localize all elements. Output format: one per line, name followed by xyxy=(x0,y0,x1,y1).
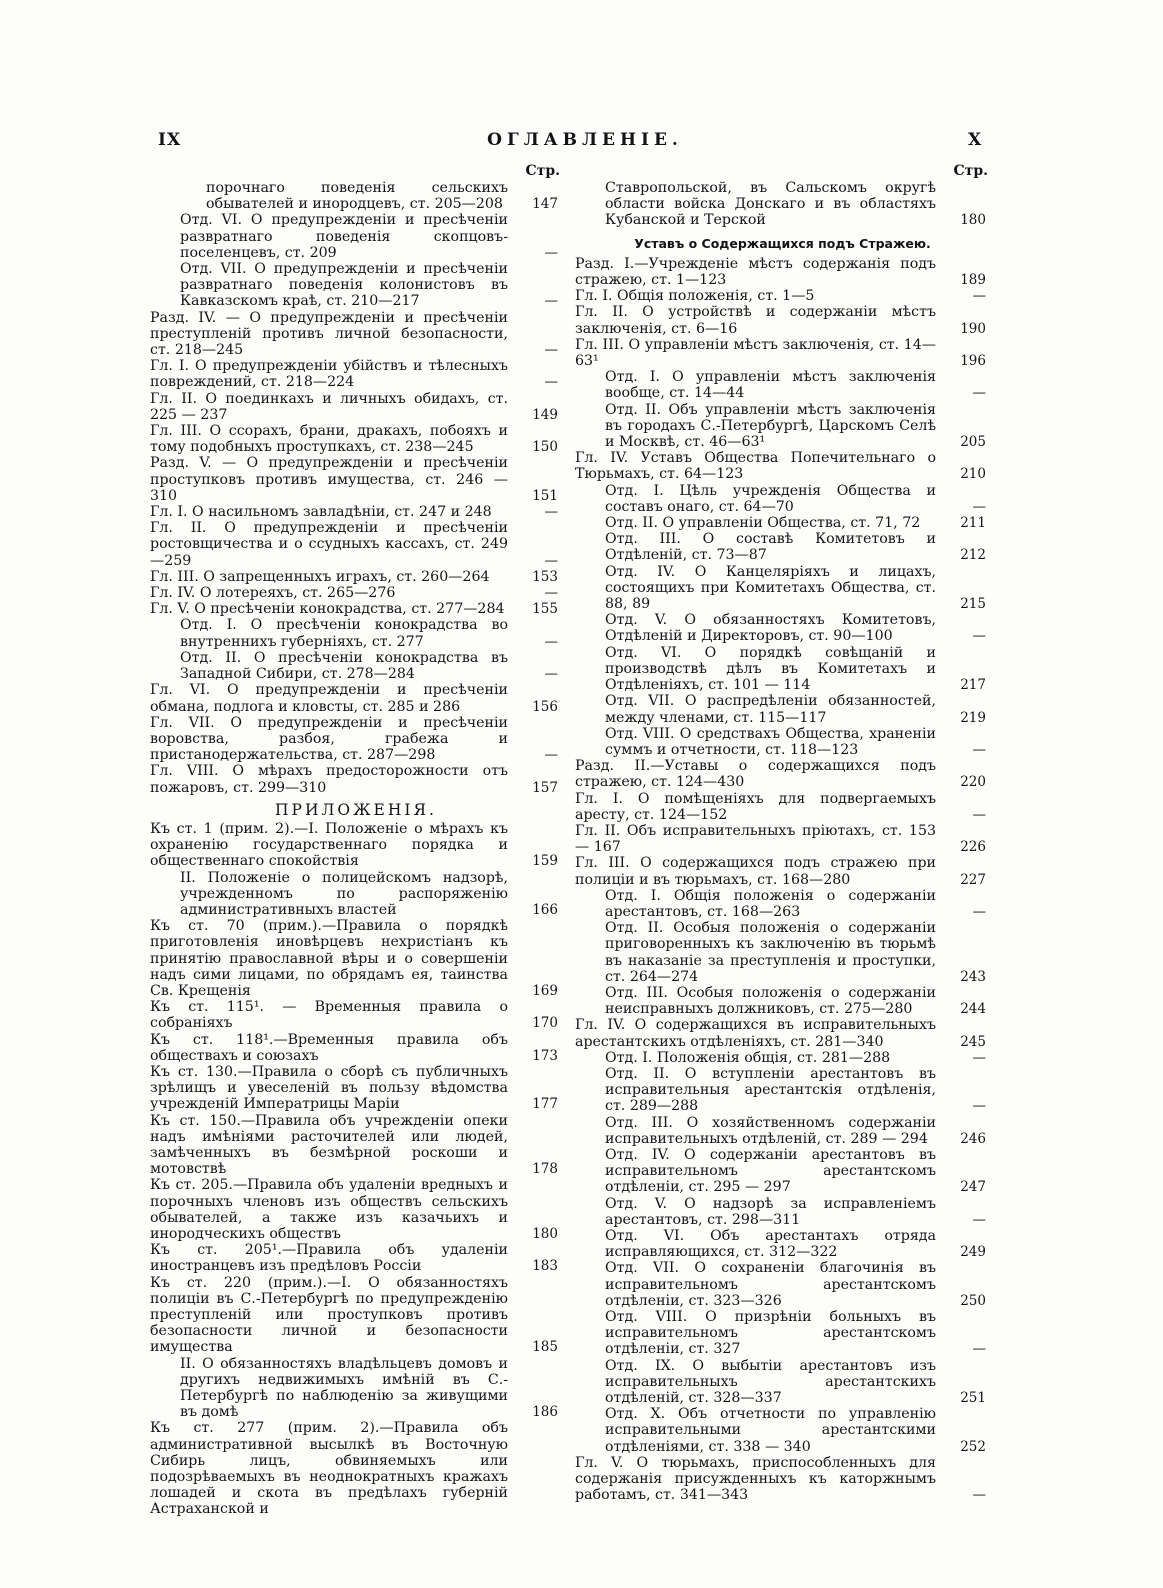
toc-entry-page: — xyxy=(544,244,558,261)
toc-entry-page: 247 xyxy=(960,1179,986,1196)
appendix-entry xyxy=(150,1356,562,1421)
toc-entry-text: Отд. VI. Объ арестантахъ отряда исправляющихся, ст. 312—322 xyxy=(605,1228,936,1261)
toc-entry xyxy=(575,1066,990,1115)
toc-entry-page: 166 xyxy=(532,901,558,918)
appendix-entry xyxy=(150,1113,562,1178)
toc-entry xyxy=(150,180,562,212)
toc-entry xyxy=(575,1228,990,1260)
toc-entry xyxy=(575,1147,990,1196)
toc-entry-text: Отд. I. Положенія общія, ст. 281—288 xyxy=(605,1049,891,1066)
toc-entry xyxy=(150,455,562,504)
toc-entry-text: Къ ст. 115¹. — Временныя правила о собраніяхъ xyxy=(150,999,508,1032)
toc-entry-text: Гл. I. О насильномъ завладѣніи, ст. 247 и 248 xyxy=(150,504,492,521)
toc-entry xyxy=(575,531,990,563)
toc-entry-text: Гл. III. О ссорахъ, брани, дракахъ, побояхъ и тому подобныхъ проступкахъ, ст. 238—245 xyxy=(150,423,508,456)
toc-entry-page: 212 xyxy=(960,547,986,564)
toc-entry-text: Гл. II. Объ исправительныхъ пріютахъ, ст. 153 — 167 xyxy=(575,822,936,856)
running-title: ОГЛАВЛЕНІЕ. xyxy=(487,130,683,150)
toc-entry-text: Отд. IV. О содержаніи арестантовъ въ исправительномъ арестантскомъ отдѣленіи, ст. 295 — 297 xyxy=(605,1146,936,1196)
toc-entry-page: 170 xyxy=(532,1015,558,1032)
toc-entry-text: Гл. I. Общія положенія, ст. 1—5 xyxy=(575,288,815,305)
toc-entry xyxy=(575,1017,990,1049)
toc-entry-page: 180 xyxy=(960,212,986,229)
toc-entry-text: Отд. VII. О сохраненіи благочинія въ исправительномъ арестантскомъ отдѣленіи, ст. 323—326 xyxy=(605,1260,936,1309)
toc-entry-text: Къ ст. 150.—Правила объ учрежденіи опеки надъ имѣніями расточителей или людей, замѣченныхъ въ безмѣрной роскоши и мотовствѣ xyxy=(150,1112,508,1178)
toc-entry xyxy=(575,1406,990,1455)
appendix-entry xyxy=(150,821,562,870)
toc-entry-text: Къ ст. 205¹.—Правила объ удаленіи иностранцевъ изъ предѣловъ Россіи xyxy=(150,1242,508,1275)
toc-entry-page: 220 xyxy=(960,774,986,791)
toc-entry-text: Отд. X. Объ отчетности по управленію исправительными арестантскими отдѣленіями, ст. 338 — 340 xyxy=(605,1406,936,1455)
toc-entry-page: — xyxy=(544,666,558,683)
toc-entry xyxy=(150,391,562,423)
toc-entry-page: 159 xyxy=(532,853,558,870)
toc-entry-text: Отд. VIII. О средствахъ Общества, храненіи суммъ и отчетности, ст. 118—123 xyxy=(605,725,936,758)
toc-entry-text: Отд. VII. О предупрежденіи и пресѣченіи развратнаго поведенія колонистовъ въ Кавказскомъ краѣ, ст. 210—217 xyxy=(180,261,508,310)
toc-entry-text: Гл. I. О предупрежденіи убійствъ и тѣлесныхъ повреждений, ст. 218—224 xyxy=(150,358,508,391)
toc-entry-page: 226 xyxy=(960,839,986,856)
toc-entry-page: 173 xyxy=(532,1047,558,1064)
toc-entry-page: 190 xyxy=(960,320,986,337)
toc-entry-page: 150 xyxy=(532,439,558,456)
appendix-entry xyxy=(150,1064,562,1113)
toc-entry-text: Къ ст. 277 (прим. 2).—Правила объ административной высылкѣ въ Восточную Сибирь лицъ, обвиняемыхъ или подозрѣваемыхъ въ неоднократныхъ кражахъ лошадей и скота въ предѣлахъ губерній Астраханской и xyxy=(150,1420,508,1518)
toc-entry-page: 156 xyxy=(532,698,558,715)
toc-entry-text: Отд. II. Объ управленіи мѣстъ заключенія въ городахъ С.-Петербургѣ, Царскомъ Селѣ и Москвѣ, ст. 46—63¹ xyxy=(605,401,936,451)
toc-entry-page: — xyxy=(972,498,986,515)
toc-entry xyxy=(575,645,990,694)
toc-entry-page: 183 xyxy=(532,1258,558,1275)
toc-entry-text: Отд. III. Особыя положенія о содержаніи неисправныхъ должниковъ, ст. 275—280 xyxy=(605,984,936,1018)
toc-entry xyxy=(150,212,562,261)
page-number-left: IX xyxy=(158,130,182,150)
toc-entry xyxy=(575,791,990,823)
toc-entry xyxy=(575,515,990,531)
toc-entry-page: 157 xyxy=(532,779,558,796)
appendix-entry xyxy=(150,918,562,999)
appendix-entry xyxy=(150,1420,562,1517)
toc-entry-page: — xyxy=(972,741,986,758)
toc-entry-page: 219 xyxy=(960,709,986,726)
toc-entry-page: — xyxy=(544,552,558,569)
toc-entry-page: — xyxy=(972,628,986,645)
toc-entry-text: Отд. III. О составѣ Комитетовъ и Отдѣленій, ст. 73—87 xyxy=(605,531,936,564)
toc-entry-text: Разд. I.—Учрежденіе мѣстъ содержанія подъ стражею, ст. 1—123 xyxy=(575,255,936,289)
toc-entry-page: — xyxy=(544,585,558,602)
toc-entry xyxy=(575,726,990,758)
toc-entry-page: — xyxy=(972,288,986,305)
toc-entry xyxy=(575,1309,990,1358)
toc-entry-text: Отд. IX. О выбытіи арестантовъ изъ исправительныхъ арестантскихъ отдѣленій, ст. 328—337 xyxy=(605,1357,936,1407)
toc-entry-text: Гл. II. О устройствѣ и содержаніи мѣстъ заключенія, ст. 6—16 xyxy=(575,304,936,337)
appendix-entry xyxy=(150,1275,562,1356)
toc-entry-text: Отд. VI. О порядкѣ совѣщаній и производствѣ дѣлъ въ Комитетахъ и Отдѣленіяхъ, ст. 101 — 114 xyxy=(605,644,936,694)
toc-entry-text: Гл. IV. Уставъ Общества Попечительнаго о Тюрьмахъ, ст. 64—123 xyxy=(575,450,936,483)
toc-entry-text: Отд. V. О надзорѣ за исправленіемъ арестантовъ, ст. 298—311 xyxy=(605,1195,936,1228)
toc-entry xyxy=(575,1260,990,1309)
toc-entry xyxy=(575,337,990,369)
toc-entry-page: 244 xyxy=(960,1001,986,1018)
toc-entry xyxy=(575,693,990,725)
toc-entry-page: — xyxy=(544,293,558,310)
toc-entry-page: 210 xyxy=(960,466,986,483)
toc-entry-page: 185 xyxy=(532,1339,558,1356)
toc-entry-page: 151 xyxy=(532,487,558,504)
toc-entry-text: Къ ст. 118¹.—Временныя правила объ обществахъ и союзахъ xyxy=(150,1031,508,1064)
toc-entry xyxy=(575,1358,990,1407)
toc-entry-page: 155 xyxy=(532,601,558,618)
toc-entry-page: 227 xyxy=(960,871,986,888)
toc-entry-text: Гл. I. О помѣщеніяхъ для подвергаемыхъ аресту, ст. 124—152 xyxy=(575,790,936,823)
toc-entry xyxy=(150,569,562,585)
toc-entry-text: Гл. IV. О лотереяхъ, ст. 265—276 xyxy=(150,585,396,602)
toc-entry-text: Гл. III. О управленіи мѣстъ заключенія, ст. 14—63¹ xyxy=(575,336,936,370)
toc-entry-page: 250 xyxy=(960,1292,986,1309)
left-column xyxy=(150,163,562,1518)
toc-entry-text: Отд. I. О управленіи мѣстъ заключенія вообще, ст. 14—44 xyxy=(605,369,936,402)
toc-entry-text: Разд. V. — О предупрежденіи и пресѣченіи проступковъ противъ имущества, ст. 246 — 310 xyxy=(150,455,508,504)
toc-entry-text: Гл. VII. О предупрежденіи и пресѣченіи воровства, разбоя, грабежа и пристанодержательства, ст. 287—298 xyxy=(150,714,508,764)
toc-entry xyxy=(575,304,990,336)
toc-entry-text: Отд. II. О управленіи Общества, ст. 71, 72 xyxy=(605,515,921,532)
toc-entry-page: — xyxy=(972,806,986,823)
toc-entry xyxy=(150,650,562,682)
toc-entry xyxy=(150,261,562,310)
toc-entry-text: Гл. III. О запрещенныхъ играхъ, ст. 260—264 xyxy=(150,568,490,585)
toc-entry-text: Гл. V. О пресѣченіи конокрадства, ст. 277—284 xyxy=(150,601,505,618)
toc-entry-text: Отд. III. О хозяйственномъ содержаніи исправительныхъ отдѣленій, ст. 289 — 294 xyxy=(605,1114,936,1147)
toc-entry xyxy=(150,504,562,520)
appendix-title: ПРИЛОЖЕНІЯ. xyxy=(275,800,437,819)
toc-entry-page: 149 xyxy=(532,406,558,423)
toc-entry-page: 249 xyxy=(960,1244,986,1261)
toc-entry xyxy=(575,855,990,887)
toc-entry-page: 180 xyxy=(532,1226,558,1242)
toc-entry-text: Къ ст. 130.—Правила о сборѣ съ публичныхъ зрѣлищъ и увеселеній въ пользу вѣдомства учрежденій Императрицы Маріи xyxy=(150,1063,508,1113)
toc-entry-page: — xyxy=(972,1487,986,1504)
toc-entry-page: — xyxy=(972,903,986,920)
toc-entry-text: Отд. II. Особыя положенія о содержаніи приговоренныхъ къ заключенію въ тюрьмѣ въ наказаніе за преступленія и проступки, ст. 264—274 xyxy=(605,920,936,985)
toc-entry xyxy=(575,1115,990,1147)
toc-entry xyxy=(150,617,562,649)
toc-entry xyxy=(575,1455,990,1504)
page-column-label: Стр. xyxy=(525,163,560,179)
toc-entry xyxy=(575,402,990,451)
toc-entry-text: Гл. II. О поединкахъ и личныхъ обидахъ, ст. 225 — 237 xyxy=(150,390,508,423)
toc-entry xyxy=(575,256,990,288)
toc-entry xyxy=(575,450,990,482)
toc-entry xyxy=(150,520,562,569)
toc-entry-text: Отд. II. О пресѣченіи конокрадства въ Западной Сибири, ст. 278—284 xyxy=(180,649,508,683)
toc-entry-text: Къ ст. 70 (прим.).—Правила о порядкѣ приготовленія иновѣрцевъ нехристіанъ къ принятію православной вѣры и о совершеніи надъ сими лицами, по обрядамъ ея, таинства Св. Крещенія xyxy=(150,918,508,999)
toc-entry-page: 177 xyxy=(532,1096,558,1113)
toc-entry-text: Къ ст. 1 (прим. 2).—I. Положеніе о мѣрахъ къ охраненію государственнаго порядка и общественнаго спокойствія xyxy=(150,820,508,870)
toc-entry-text: Отд. I. О пресѣченіи конокрадства во внутреннихъ губерніяхъ, ст. 277 xyxy=(180,617,508,650)
toc-entry xyxy=(150,763,562,795)
toc-entry xyxy=(575,612,990,644)
toc-entry xyxy=(150,358,562,390)
toc-entry-page: 217 xyxy=(960,677,986,694)
toc-entry-page: — xyxy=(972,1049,986,1066)
toc-entry-text: Ставропольской, въ Сальскомъ округѣ области войска Донскаго и въ областяхъ Кубанской и Терской xyxy=(605,180,936,229)
toc-entry-page: 211 xyxy=(960,515,986,532)
toc-entry-page: 147 xyxy=(532,196,558,213)
appendix-entry xyxy=(150,1177,562,1242)
toc-entry-text: II. О обязанностяхъ владѣльцевъ домовъ и другихъ недвижимыхъ имѣній въ С.-Петербургѣ по наблюденію за живущими въ домѣ xyxy=(180,1355,508,1421)
toc-entry-page: — xyxy=(972,1211,986,1228)
toc-entry-text: Гл. IV. О содержащихся въ исправительныхъ арестантскихъ отдѣленіяхъ, ст. 281—340 xyxy=(575,1017,936,1050)
toc-entry-text: Къ ст. 220 (прим.).—I. О обязанностяхъ полиціи въ С.-Петербургѣ по предупрежденію преступленій или проступковъ противъ безопасности личной и безопасности имущества xyxy=(150,1274,508,1356)
toc-entry-text: Гл. VI. О предупрежденіи и пресѣченіи обмана, подлога и кловсты, ст. 285 и 286 xyxy=(150,682,508,715)
toc-entry-page: 153 xyxy=(532,568,558,585)
toc-entry-page: — xyxy=(544,342,558,359)
toc-entry xyxy=(575,920,990,985)
toc-entry-text: Къ ст. 205.—Правила объ удаленіи вредныхъ и порочныхъ членовъ изъ обществъ сельскихъ обывателей, а также изъ казачьихъ и инородческихъ обществъ xyxy=(150,1177,508,1242)
toc-entry xyxy=(150,601,562,617)
toc-entry-page: — xyxy=(544,633,558,650)
toc-entry-text: Гл. V. О тюрьмахъ, приспособленныхъ для содержанія присужденныхъ къ каторжнымъ работамъ, ст. 341—343 xyxy=(575,1454,936,1504)
toc-entry-text: Отд. VIII. О призрѣніи больныхъ въ исправительномъ арестантскомъ отдѣленіи, ст. 327 xyxy=(605,1309,936,1358)
toc-entry-page: 252 xyxy=(960,1438,986,1455)
toc-entry-text: II. Положеніе о полицейскомъ надзорѣ, учрежденномъ по распоряженію административныхъ властей xyxy=(180,869,508,918)
toc-entry xyxy=(575,1050,990,1066)
toc-entry xyxy=(150,310,562,359)
toc-entry xyxy=(575,564,990,613)
toc-entry-text: Отд. I. Цѣль учрежденія Общества и составъ онаго, ст. 64—70 xyxy=(605,482,936,515)
toc-entry xyxy=(575,888,990,920)
toc-entry-page: — xyxy=(544,374,558,391)
toc-entry xyxy=(575,758,990,790)
toc-entry-page: 205 xyxy=(960,434,986,451)
toc-entry xyxy=(575,483,990,515)
appendix-entry xyxy=(150,999,562,1031)
toc-entry xyxy=(150,423,562,455)
right-column xyxy=(575,163,990,1503)
toc-entry-text: Гл. III. О содержащихся подъ стражею при полиціи и въ тюрьмахъ, ст. 168—280 xyxy=(575,855,936,888)
toc-entry-page: — xyxy=(972,1098,986,1115)
toc-entry-text: Отд. V. О обязанностяхъ Комитетовъ, Отдѣленій и Директоровъ, ст. 90—100 xyxy=(605,612,936,645)
toc-entry-page: 243 xyxy=(960,968,986,985)
toc-entry-text: Отд. II. О вступленіи арестантовъ въ исправительныя арестантскія отдѣленія, ст. 289—288 xyxy=(605,1065,936,1115)
toc-entry-page: 246 xyxy=(960,1130,986,1147)
toc-entry-page: 196 xyxy=(960,353,986,370)
toc-entry-page: — xyxy=(544,504,558,521)
toc-entry-page: 169 xyxy=(532,982,558,999)
toc-entry-page: — xyxy=(972,385,986,402)
toc-entry xyxy=(575,369,990,401)
toc-entry-text: Разд. IV. — О предупрежденіи и пресѣченіи преступленій противъ личной безопасности, ст. 218—245 xyxy=(150,309,508,359)
statute-title: Уставъ о Содержащихся подъ Стражею. xyxy=(634,235,931,251)
toc-entry-page: — xyxy=(972,1341,986,1358)
toc-entry-text: Отд. IV. О Канцеляріяхъ и лицахъ, состоящихъ при Комитетахъ Общества, ст. 88, 89 xyxy=(605,563,936,613)
toc-entry xyxy=(150,682,562,714)
toc-entry-page: 245 xyxy=(960,1033,986,1050)
toc-entry-text: Гл. VIII. О мѣрахъ предосторожности отъ пожаровъ, ст. 299—310 xyxy=(150,763,508,796)
toc-entry xyxy=(575,180,990,229)
toc-entry xyxy=(150,715,562,764)
toc-entry-text: Отд. VII. О распредѣленіи обязанностей, между членами, ст. 115—117 xyxy=(605,693,936,726)
toc-entry-text: Гл. II. О предупрежденіи и пресѣченіи ростовщичества и о ссудныхъ кассахъ, ст. 249—259 xyxy=(150,520,508,569)
toc-entry xyxy=(575,1196,990,1228)
toc-entry-page: 215 xyxy=(960,596,986,613)
toc-entry-page: 189 xyxy=(960,272,986,289)
toc-entry xyxy=(575,288,990,304)
page-number-right: X xyxy=(968,130,983,150)
toc-entry-text: Отд. I. Общія положенія о содержаніи арестантовъ, ст. 168—263 xyxy=(605,887,936,920)
toc-entry-text: Отд. VI. О предупрежденіи и пресѣченіи развратнаго поведенія скопцовъ-поселенцевъ, ст. 209 xyxy=(180,212,508,261)
toc-entry-page: 251 xyxy=(960,1390,986,1407)
page-column-label: Стр. xyxy=(953,163,988,179)
toc-entry-text: Разд. II.—Уставы о содержащихся подъ стражею, ст. 124—430 xyxy=(575,758,936,791)
toc-entry xyxy=(575,985,990,1017)
appendix-entry xyxy=(150,1242,562,1274)
appendix-entry xyxy=(150,870,562,919)
toc-entry-page: — xyxy=(544,747,558,764)
appendix-entry xyxy=(150,1032,562,1064)
toc-entry xyxy=(575,823,990,855)
toc-entry-page: 178 xyxy=(532,1161,558,1178)
toc-entry-page: 186 xyxy=(532,1404,558,1421)
toc-entry-text: порочнаго поведенія сельскихъ обывателей и инородцевъ, ст. 205—208 xyxy=(206,180,508,213)
toc-entry xyxy=(150,585,562,601)
